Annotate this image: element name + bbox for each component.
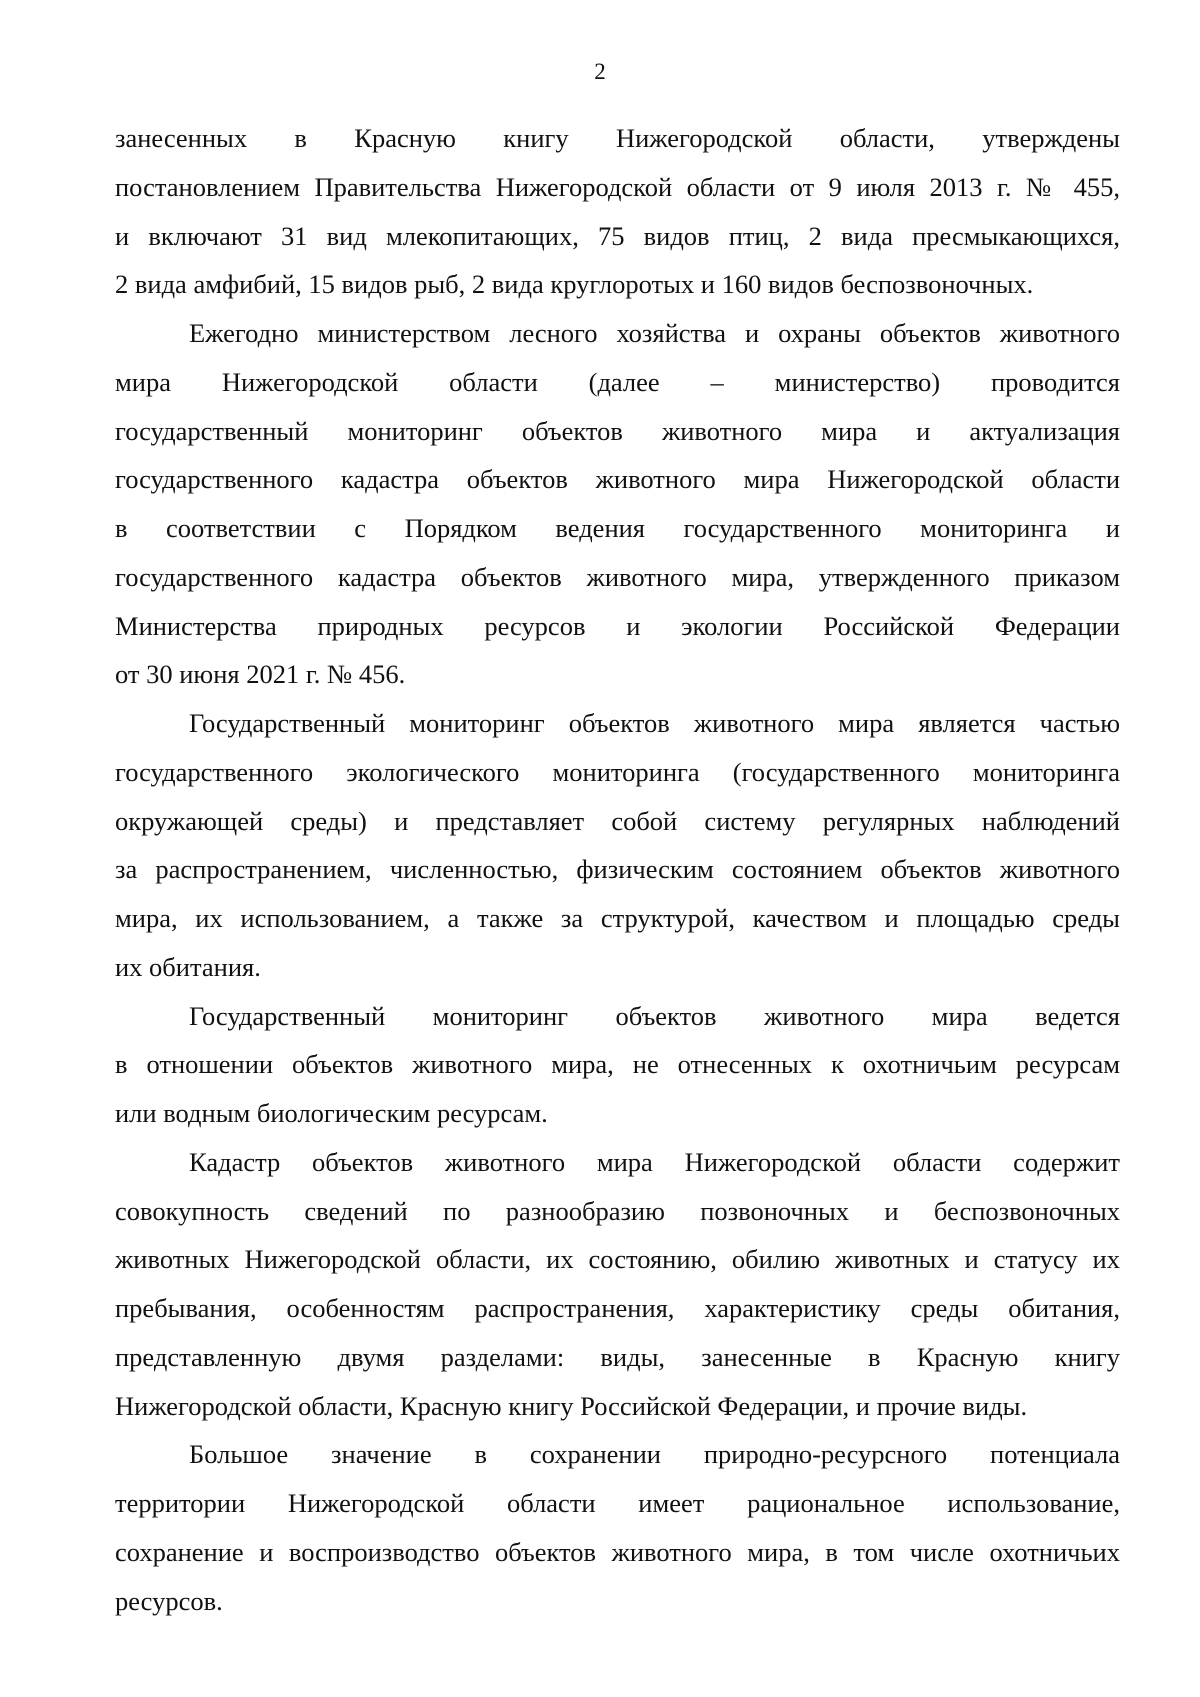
text-line: государственного экологического мониторинга (государственного мониторинга — [115, 756, 1120, 787]
text-line: и включают 31 вид млекопитающих, 75 видов птиц, 2 вида пресмыкающихся, — [115, 220, 1120, 251]
text-line: территории Нижегородской области имеет рациональное использование, — [115, 1488, 1120, 1518]
text-line: Большое значение в сохранении природно-ресурсного потенциала — [189, 1439, 1120, 1470]
text-line: государственный мониторинг объектов животного мира и актуализация — [115, 415, 1120, 446]
text-line: в отношении объектов животного мира, не отнесенных к охотничьим ресурсам — [115, 1049, 1120, 1080]
text-line: Ежегодно министерством лесного хозяйства и охраны объектов животного — [189, 318, 1120, 348]
text-line: окружающей среды) и представляет собой систему регулярных наблюдений — [115, 805, 1120, 836]
text-line: Государственный мониторинг объектов животного мира ведется — [189, 1000, 1120, 1031]
text-line: постановлением Правительства Нижегородской области от 9 июля 2013 г. № 455, — [115, 171, 1120, 202]
text-line: животных Нижегородской области, их состоянию, обилию животных и статусу их — [115, 1244, 1120, 1275]
text-line: Государственный мониторинг объектов животного мира является частью — [189, 708, 1120, 738]
paragraph-monitoring-definition — [115, 699, 1120, 992]
text-line: 2 вида амфибий, 15 видов рыб, 2 вида круглоротых и 160 видов беспозвоночных. — [115, 269, 1034, 300]
paragraph-resource-potential — [115, 1430, 1120, 1625]
paragraph-ministry-monitoring — [115, 309, 1120, 699]
text-line: мира, их использованием, а также за структурой, качеством и площадью среды — [115, 903, 1120, 933]
text-line: мира Нижегородской области (далее – министерство) проводится — [115, 366, 1120, 397]
text-line: от 30 июня 2021 г. № 456. — [115, 659, 406, 690]
text-line: их обитания. — [115, 951, 261, 982]
text-line: Нижегородской области, Красную книгу Российской Федерации, и прочие виды. — [115, 1390, 1028, 1421]
text-line: государственного кадастра объектов животного мира, утвержденного приказом — [115, 561, 1120, 592]
text-line: Кадастр объектов животного мира Нижегородской области содержит — [189, 1146, 1120, 1177]
text-line: совокупность сведений по разнообразию позвоночных и беспозвоночных — [115, 1195, 1120, 1226]
paragraph-cadastre — [115, 1138, 1120, 1431]
text-line: занесенных в Красную книгу Нижегородской области, утверждены — [115, 123, 1120, 153]
document-body — [115, 114, 1120, 1625]
text-line: представленную двумя разделами: виды, занесенные в Красную книгу — [115, 1341, 1120, 1372]
text-line: за распространением, численностью, физическим состоянием объектов животного — [115, 854, 1120, 885]
text-line: в соответствии с Порядком ведения государственного мониторинга и — [115, 513, 1120, 543]
text-line: государственного кадастра объектов животного мира Нижегородской области — [115, 464, 1120, 495]
text-line: или водным биологическим ресурсам. — [115, 1098, 548, 1128]
text-line: Министерства природных ресурсов и экологии Российской Федерации — [115, 610, 1120, 641]
page-number: 2 — [594, 59, 606, 84]
text-line: сохранение и воспроизводство объектов животного мира, в том числе охотничьих — [115, 1536, 1120, 1567]
text-line: ресурсов. — [115, 1585, 223, 1616]
paragraph-monitoring-scope — [115, 992, 1120, 1138]
text-line: пребывания, особенностям распространения, характеристику среды обитания, — [115, 1293, 1120, 1323]
paragraph-red-book-species — [115, 114, 1120, 309]
